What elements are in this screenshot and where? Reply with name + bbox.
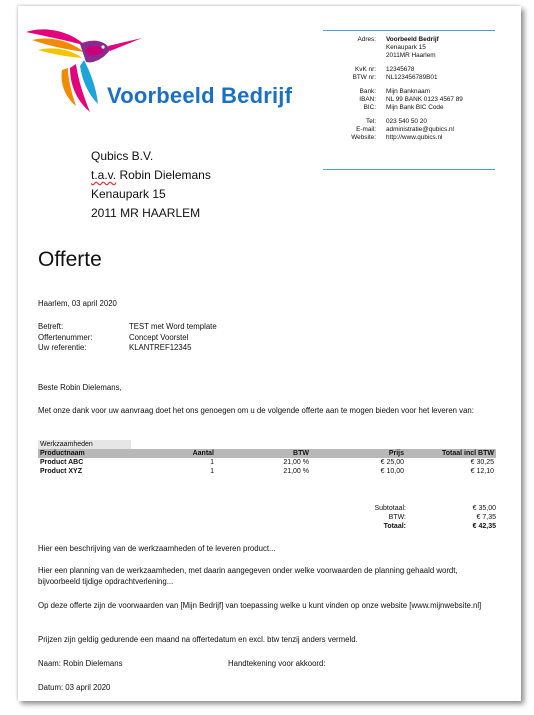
document-page [18,6,521,701]
info-row-bank: Bank: Mijn Banknaam [359,88,431,95]
recipient-address [91,147,211,223]
description-paragraph: Hier een beschrijving van de werkzaamheden of te leveren product... [38,544,276,553]
signature-line: Handtekening voor akkoord: [228,659,326,668]
total-row-subtotal: Subtotaal: € 35,00 [374,505,496,512]
items-table [38,440,496,476]
col-header: BTW [216,449,311,458]
document-title: Offerte [38,248,102,271]
info-row-kvk: KvK nr: 12345678 [355,66,415,73]
section-label: Werkzaamheden [38,440,131,449]
ref-row-offertenummer: Offertenummer: Concept Voorstel [38,332,189,342]
info-row-email: E-mail: administratie@qubics.nl [356,126,454,133]
table-cell: € 30,25 [470,459,494,466]
planning-paragraph: Hier een planning van de werkzaamheden, met daarin aangegeven onder welke voorwaarden de planning gehaald wordt, bijvoorbeeld tijdige opdrachtverlening... [38,566,458,586]
total-row-total: Totaal: € 42,35 [383,523,496,530]
table-cell: € 25,00 [380,459,404,466]
table-row [38,467,496,476]
name-line: Naam: Robin Dielemans [38,659,123,668]
company-info [323,36,495,142]
table-cell: 21,00 % [283,468,309,475]
col-header: Productnaam [38,449,131,458]
reference-block [38,322,217,354]
recipient-company: Qubics B.V. [91,149,154,163]
table-cell: Product XYZ [40,468,83,475]
total-row-btw: BTW: € 7,35 [388,514,496,521]
info-row-iban: IBAN: NL 99 BANK 0123 4567 89 [359,96,463,103]
salutation: Beste Robin Dielemans, [38,383,122,392]
table-row [38,458,496,467]
date-line: Datum: 03 april 2020 [38,683,111,692]
ref-row-betreft: Betreft: TEST met Word template [38,322,217,331]
table-section-row [38,440,496,449]
recipient-street: Kenaupark 15 [91,187,166,201]
table-cell: € 12,10 [470,468,494,475]
info-row-bic: BIC: Mijn Bank BIC Code [363,104,444,111]
place-date: Haarlem, 03 april 2020 [38,299,117,308]
table-cell: 1 [210,459,214,466]
info-top-rule [323,30,495,31]
table-header-row [38,449,496,458]
table-cell: 1 [210,468,214,475]
info-row-address: Adres: Voorbeeld Bedrijf Kenaupark 15 2011MR Haarlem [357,36,439,59]
col-header: Prijs [311,449,406,458]
company-logo [24,24,293,119]
info-bottom-rule [323,169,495,170]
validity-paragraph: Prijzen zijn geldig gedurende een maand na offertedatum en excl. btw tenzij anders vermeld. [38,635,358,644]
table-cell: Product ABC [40,459,84,466]
info-row-btw: BTW nr: NL123456789B01 [352,74,438,81]
table-cell: 21,00 % [283,459,309,466]
logo-text: Voorbeeld Bedrijf [107,83,293,108]
conditions-paragraph: Op deze offerte zijn de voorwaarden van [Mijn Bedrijf] van toepassing welke u kunt vinden op onze website [www.mijnwebsite.nl] [38,601,482,610]
table-cell: € 10,00 [380,468,404,475]
info-row-tel: Tel: 023 540 50 20 [366,118,427,125]
intro-paragraph: Met onze dank voor uw aanvraag doet het ons genoegen om u de volgende offerte aan te mogen bieden voor het leveren van: [38,406,474,415]
recipient-attention: t.a.v. Robin Dielemans [91,168,211,182]
totals-block [318,504,496,531]
col-header: Totaal incl BTW [406,449,496,458]
recipient-city: 2011 MR HAARLEM [91,206,201,220]
col-header: Aantal [131,449,216,458]
ref-row-referentie: Uw referentie: KLANTREF12345 [38,343,192,352]
info-row-website: Website: http://www.qubics.nl [351,134,443,141]
